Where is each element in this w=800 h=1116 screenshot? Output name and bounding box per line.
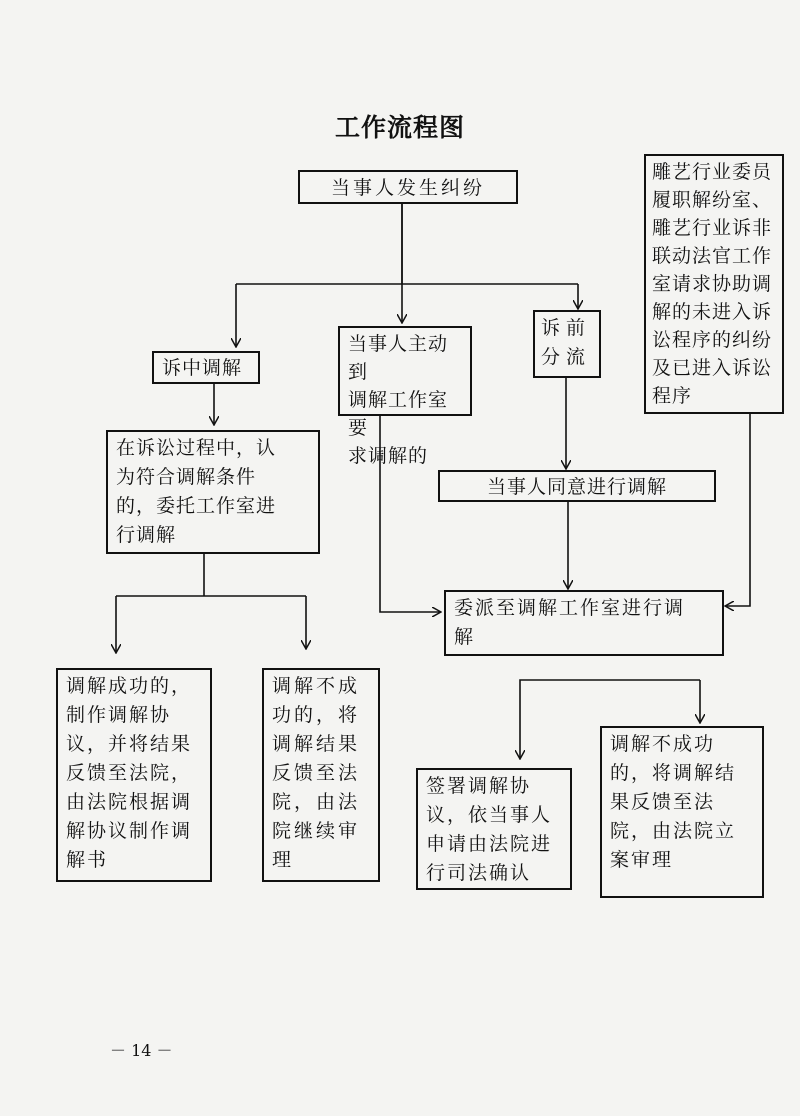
node-in-litigation: 诉中调解 (152, 351, 260, 384)
node-success-pre: 签署调解协 议，依当事人 申请由法院进 行司法确认 (416, 768, 572, 890)
node-dispute: 当事人发生纠纷 (298, 170, 518, 204)
node-committee: 雕艺行业委员 履职解纷室、 雕艺行业诉非 联动法官工作 室请求协助调 解的未进入诉 讼程序的纠纷 及已进入诉讼 程序 (644, 154, 784, 414)
node-consent: 当事人同意进行调解 (438, 470, 716, 502)
node-pre-litigation: 诉 前 分 流 (533, 310, 601, 378)
node-active-request: 当事人主动到 调解工作室要 求调解的 (338, 326, 472, 416)
node-fail-pre: 调解不成功 的，将调解结 果反馈至法 院，由法院立 案审理 (600, 726, 764, 898)
node-success-litigation: 调解成功的， 制作调解协 议，并将结果 反馈至法院， 由法院根据调 解协议制作调 解书 (56, 668, 212, 882)
arrow-committee-to-assign (726, 414, 750, 606)
node-court-entrust: 在诉讼过程中，认 为符合调解条件 的，委托工作室进 行调解 (106, 430, 320, 554)
page-number: － 14 － (110, 1041, 173, 1060)
node-fail-litigation: 调解不成 功的，将 调解结果 反馈至法 院，由法 院继续审 理 (262, 668, 380, 882)
page-title: 工作流程图 (334, 113, 465, 142)
node-assign: 委派至调解工作室进行调 解 (444, 590, 724, 656)
